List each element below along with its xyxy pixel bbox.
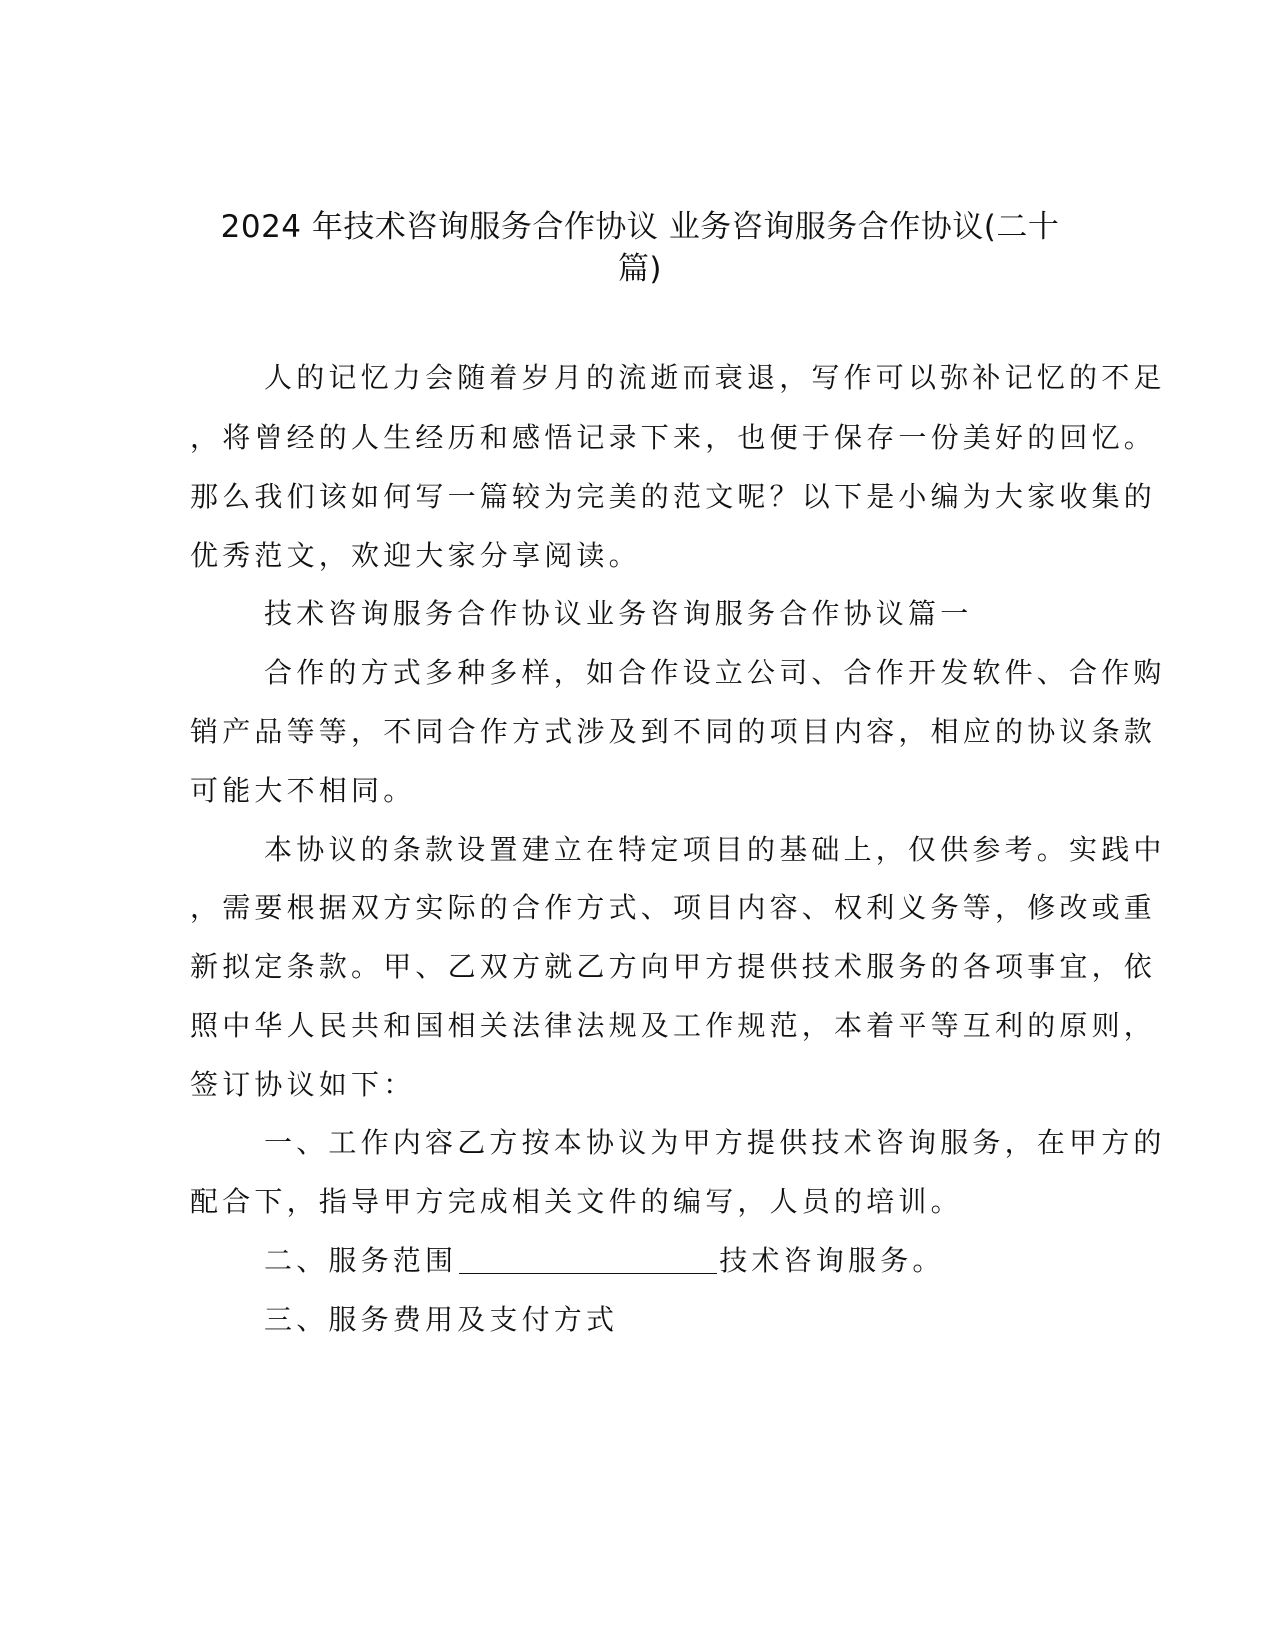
title-line-2: 篇): [617, 251, 663, 287]
body-line: 本协议的条款设置建立在特定项目的基础上，仅供参考。实践中: [264, 833, 1166, 866]
body-line: ，将曾经的人生经历和感悟记录下来，也便于保存一份美好的回忆。: [190, 421, 1157, 454]
body-line: 配合下，指导甲方完成相关文件的编写，人员的培训。: [190, 1185, 963, 1218]
body-line: 新拟定条款。甲、乙双方就乙方向甲方提供技术服务的各项事宜，依: [190, 950, 1157, 983]
body-line: 签订协议如下：: [190, 1068, 416, 1101]
body-line: 可能大不相同。: [190, 774, 416, 807]
title-line-1: 2024 年技术咨询服务合作协议 业务咨询服务合作协议(二十: [220, 209, 1060, 245]
section-heading: 技术咨询服务合作协议业务咨询服务合作协议篇一: [264, 597, 973, 630]
service-scope-label: 二、服务范围: [264, 1244, 458, 1277]
body-line: 那么我们该如何写一篇较为完美的范文呢？以下是小编为大家收集的: [190, 480, 1157, 513]
body-line: 合作的方式多种多样，如合作设立公司、合作开发软件、合作购: [264, 656, 1166, 689]
service-scope-line: [264, 1241, 1090, 1281]
body-line: 优秀范文，欢迎大家分享阅读。: [190, 539, 641, 572]
section-heading: 三、服务费用及支付方式: [264, 1303, 619, 1336]
body-line: 照中华人民共和国相关法律法规及工作规范，本着平等互利的原则，: [190, 1009, 1157, 1042]
document-title: [190, 206, 1090, 290]
service-scope-suffix: 技术咨询服务。: [719, 1244, 945, 1277]
body-line: 销产品等等，不同合作方式涉及到不同的项目内容，相应的协议条款: [190, 715, 1157, 748]
body-line: 人的记忆力会随着岁月的流逝而衰退，写作可以弥补记忆的不足: [264, 361, 1166, 394]
body-line: 一、工作内容乙方按本协议为甲方提供技术咨询服务，在甲方的: [264, 1126, 1166, 1159]
fill-in-blank: [459, 1243, 717, 1274]
body-line: ，需要根据双方实际的合作方式、项目内容、权利义务等，修改或重: [190, 891, 1157, 924]
